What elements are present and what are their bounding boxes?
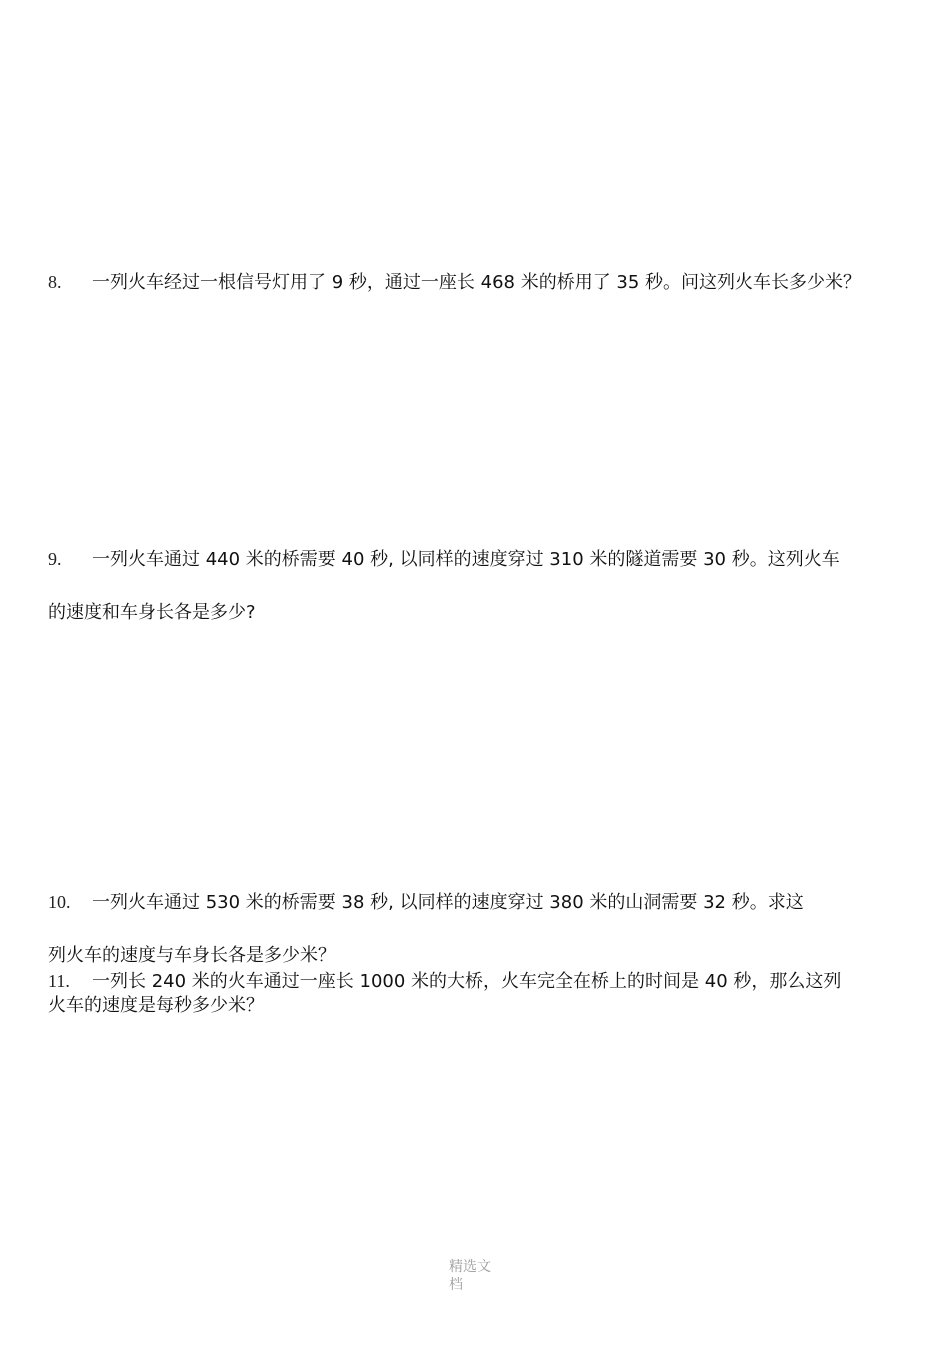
question-10-number: 10. (48, 892, 71, 912)
question-8-text: 一列火车经过一根信号灯用了 9 秒，通过一座长 468 米的桥用了 35 秒。问这列火车长多少米？ (92, 272, 862, 293)
question-9-line-2 (48, 601, 256, 625)
question-10-line-2 (48, 944, 336, 968)
question-9-text: 一列火车通过 440 米的桥需要 40 秒, 以同样的速度穿过 310 米的隧道需要 30 秒。这列火车 (92, 549, 840, 570)
question-10-text: 一列火车通过 530 米的桥需要 38 秒, 以同样的速度穿过 380 米的山洞需要 32 秒。求这 (92, 892, 804, 913)
question-9-number: 9. (48, 549, 62, 569)
question-10-line-1 (48, 890, 804, 915)
question-11-text-continued: 火车的速度是每秒多少米？ (48, 995, 264, 1016)
question-11-number: 11. (48, 971, 70, 991)
question-9-line-1 (48, 547, 840, 572)
question-8-line-1 (48, 270, 861, 295)
page-footer: 精选文档 (449, 1259, 491, 1293)
question-9-text-continued: 的速度和车身长各是多少? (48, 602, 256, 623)
question-10-text-continued: 列火车的速度与车身长各是多少米？ (48, 945, 336, 966)
question-11-line-2 (48, 994, 264, 1018)
question-11-line-1 (48, 969, 841, 994)
question-8-number: 8. (48, 272, 62, 292)
question-11-text: 一列长 240 米的火车通过一座长 1000 米的大桥，火车完全在桥上的时间是 40 秒，那么这列 (92, 971, 842, 992)
